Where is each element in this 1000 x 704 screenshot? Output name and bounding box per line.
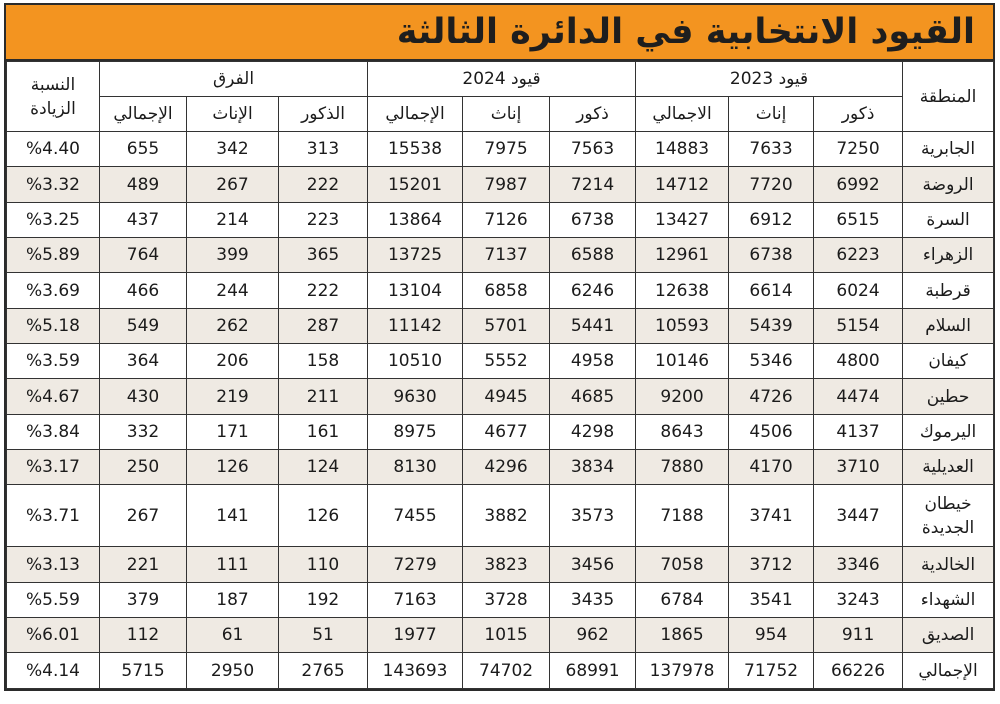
header-2024: قيود 2024 [368,62,636,97]
cell-male-2023: 3447 [814,485,903,547]
cell-female-diff: 187 [187,582,279,617]
cell-percent: %3.32 [7,167,100,202]
cell-male-2024: 6588 [550,238,636,273]
table-row [7,547,994,582]
table-row [7,167,994,202]
table-row [7,653,994,689]
cell-total-2023: 10146 [636,344,729,379]
cell-total-2024: 8130 [368,450,463,485]
cell-total-2024: 7163 [368,582,463,617]
cell-total-diff: 437 [100,202,187,237]
region-name: الشهداء [903,582,994,617]
region-name: كيفان [903,344,994,379]
subheader-2024-total: الإجمالي [368,97,463,132]
cell-female-diff: 126 [187,450,279,485]
header-region: المنطقة [903,62,994,132]
region-name: حطين [903,379,994,414]
header-percent: النسبة الزيادة [7,62,100,132]
cell-percent: %3.13 [7,547,100,582]
cell-female-2023: 7720 [729,167,814,202]
table-row [7,379,994,414]
cell-total-diff: 5715 [100,653,187,689]
cell-female-diff: 111 [187,547,279,582]
cell-female-2023: 6912 [729,202,814,237]
table-row [7,238,994,273]
cell-total-2024: 13864 [368,202,463,237]
table-row [7,582,994,617]
cell-male-diff: 124 [279,450,368,485]
cell-percent: %4.40 [7,132,100,167]
cell-female-2023: 7633 [729,132,814,167]
cell-total-2024: 8975 [368,414,463,449]
cell-male-2023: 6992 [814,167,903,202]
cell-total-2023: 7880 [636,450,729,485]
cell-female-2023: 5346 [729,344,814,379]
cell-total-2023: 9200 [636,379,729,414]
cell-total-diff: 112 [100,618,187,653]
cell-male-diff: 223 [279,202,368,237]
cell-total-diff: 466 [100,273,187,308]
cell-total-diff: 250 [100,450,187,485]
cell-female-2024: 5552 [463,344,550,379]
cell-total-diff: 655 [100,132,187,167]
cell-male-2023: 3346 [814,547,903,582]
cell-male-diff: 192 [279,582,368,617]
region-name: العديلية [903,450,994,485]
cell-female-2024: 3882 [463,485,550,547]
cell-female-2024: 7126 [463,202,550,237]
cell-male-2023: 6223 [814,238,903,273]
region-name: الجابرية [903,132,994,167]
cell-male-2023: 3243 [814,582,903,617]
region-name: السلام [903,308,994,343]
cell-male-2023: 6024 [814,273,903,308]
cell-female-2023: 5439 [729,308,814,343]
cell-total-2023: 7188 [636,485,729,547]
cell-female-2023: 4726 [729,379,814,414]
cell-total-2023: 13427 [636,202,729,237]
subheader-diff-female: الإناث [187,97,279,132]
cell-total-diff: 267 [100,485,187,547]
cell-percent: %5.59 [7,582,100,617]
region-name: اليرموك [903,414,994,449]
cell-female-2024: 3728 [463,582,550,617]
cell-male-2023: 7250 [814,132,903,167]
cell-percent: %3.17 [7,450,100,485]
cell-female-2023: 3541 [729,582,814,617]
cell-total-2024: 143693 [368,653,463,689]
cell-percent: %3.25 [7,202,100,237]
cell-female-2023: 6738 [729,238,814,273]
cell-female-2023: 71752 [729,653,814,689]
header-2023: قيود 2023 [636,62,903,97]
cell-percent: %3.84 [7,414,100,449]
cell-male-diff: 222 [279,167,368,202]
region-name: الإجمالي [903,653,994,689]
cell-male-2024: 7563 [550,132,636,167]
cell-male-2024: 4298 [550,414,636,449]
cell-male-2024: 4958 [550,344,636,379]
cell-female-2023: 954 [729,618,814,653]
cell-female-diff: 141 [187,485,279,547]
cell-total-2023: 1865 [636,618,729,653]
region-name: الروضة [903,167,994,202]
cell-total-2024: 7279 [368,547,463,582]
cell-male-diff: 158 [279,344,368,379]
cell-male-2024: 3573 [550,485,636,547]
cell-male-2024: 6246 [550,273,636,308]
cell-male-diff: 2765 [279,653,368,689]
cell-percent: %5.18 [7,308,100,343]
cell-male-diff: 126 [279,485,368,547]
subheader-diff-total: الإجمالي [100,97,187,132]
cell-female-diff: 342 [187,132,279,167]
cell-total-2024: 11142 [368,308,463,343]
subheader-2023-total: الاجمالي [636,97,729,132]
subheader-diff-male: الذكور [279,97,368,132]
cell-total-2024: 13104 [368,273,463,308]
cell-female-2024: 1015 [463,618,550,653]
cell-female-diff: 171 [187,414,279,449]
subheader-2024-female: إناث [463,97,550,132]
cell-percent: %5.89 [7,238,100,273]
cell-male-2023: 4474 [814,379,903,414]
cell-male-2024: 4685 [550,379,636,414]
cell-female-2024: 6858 [463,273,550,308]
cell-female-diff: 244 [187,273,279,308]
cell-total-2023: 8643 [636,414,729,449]
cell-female-2024: 3823 [463,547,550,582]
cell-total-2024: 1977 [368,618,463,653]
cell-total-2023: 14712 [636,167,729,202]
cell-male-2024: 68991 [550,653,636,689]
cell-male-diff: 161 [279,414,368,449]
table-row [7,618,994,653]
cell-female-2023: 4170 [729,450,814,485]
cell-total-2023: 6784 [636,582,729,617]
cell-male-2023: 4137 [814,414,903,449]
cell-percent: %3.69 [7,273,100,308]
table-row [7,485,994,547]
cell-percent: %4.14 [7,653,100,689]
table-row [7,273,994,308]
cell-total-diff: 549 [100,308,187,343]
registrations-table [6,61,994,689]
cell-female-2023: 6614 [729,273,814,308]
cell-male-2024: 962 [550,618,636,653]
table-frame [4,3,995,691]
cell-total-2024: 15201 [368,167,463,202]
cell-total-2023: 14883 [636,132,729,167]
region-name: الصديق [903,618,994,653]
cell-female-diff: 206 [187,344,279,379]
subheader-2023-female: إناث [729,97,814,132]
cell-total-2024: 10510 [368,344,463,379]
cell-female-2023: 3741 [729,485,814,547]
cell-female-2024: 4296 [463,450,550,485]
table-row [7,308,994,343]
cell-male-2023: 3710 [814,450,903,485]
cell-total-2023: 12638 [636,273,729,308]
cell-male-diff: 51 [279,618,368,653]
cell-male-2023: 6515 [814,202,903,237]
subheader-2024-male: ذكور [550,97,636,132]
cell-female-diff: 2950 [187,653,279,689]
cell-male-2024: 6738 [550,202,636,237]
table-row [7,450,994,485]
cell-total-2024: 7455 [368,485,463,547]
cell-total-diff: 221 [100,547,187,582]
title-bar [6,5,993,61]
subheader-2023-male: ذكور [814,97,903,132]
region-name: السرة [903,202,994,237]
cell-total-diff: 430 [100,379,187,414]
cell-female-diff: 399 [187,238,279,273]
table-row [7,132,994,167]
cell-female-diff: 267 [187,167,279,202]
cell-male-diff: 211 [279,379,368,414]
cell-total-diff: 489 [100,167,187,202]
cell-male-diff: 110 [279,547,368,582]
cell-female-2024: 5701 [463,308,550,343]
cell-total-diff: 379 [100,582,187,617]
cell-female-2024: 4945 [463,379,550,414]
cell-female-2024: 7975 [463,132,550,167]
cell-total-2024: 9630 [368,379,463,414]
cell-male-2023: 66226 [814,653,903,689]
cell-male-2024: 3435 [550,582,636,617]
cell-percent: %3.59 [7,344,100,379]
cell-male-2024: 5441 [550,308,636,343]
cell-male-2023: 4800 [814,344,903,379]
cell-male-2024: 7214 [550,167,636,202]
cell-female-2024: 74702 [463,653,550,689]
page-title: القيود الانتخابية في الدائرة الثالثة [396,12,975,52]
cell-percent: %6.01 [7,618,100,653]
cell-female-diff: 214 [187,202,279,237]
cell-female-diff: 219 [187,379,279,414]
cell-female-diff: 262 [187,308,279,343]
table-row [7,344,994,379]
cell-female-diff: 61 [187,618,279,653]
cell-female-2024: 7987 [463,167,550,202]
header-diff: الفرق [100,62,368,97]
table-row [7,414,994,449]
cell-male-diff: 313 [279,132,368,167]
cell-male-2023: 911 [814,618,903,653]
cell-total-diff: 364 [100,344,187,379]
cell-male-diff: 365 [279,238,368,273]
cell-total-2024: 13725 [368,238,463,273]
cell-male-diff: 222 [279,273,368,308]
cell-total-2023: 7058 [636,547,729,582]
cell-female-2023: 3712 [729,547,814,582]
cell-total-2023: 12961 [636,238,729,273]
cell-male-2024: 3456 [550,547,636,582]
region-name: خيطان الجديدة [903,485,994,547]
cell-male-diff: 287 [279,308,368,343]
cell-female-2023: 4506 [729,414,814,449]
cell-percent: %4.67 [7,379,100,414]
cell-female-2024: 7137 [463,238,550,273]
cell-total-2024: 15538 [368,132,463,167]
cell-percent: %3.71 [7,485,100,547]
cell-total-diff: 764 [100,238,187,273]
cell-total-2023: 137978 [636,653,729,689]
cell-total-diff: 332 [100,414,187,449]
cell-male-2024: 3834 [550,450,636,485]
cell-total-2023: 10593 [636,308,729,343]
region-name: الخالدية [903,547,994,582]
cell-female-2024: 4677 [463,414,550,449]
table-row [7,202,994,237]
region-name: قرطبة [903,273,994,308]
cell-male-2023: 5154 [814,308,903,343]
region-name: الزهراء [903,238,994,273]
